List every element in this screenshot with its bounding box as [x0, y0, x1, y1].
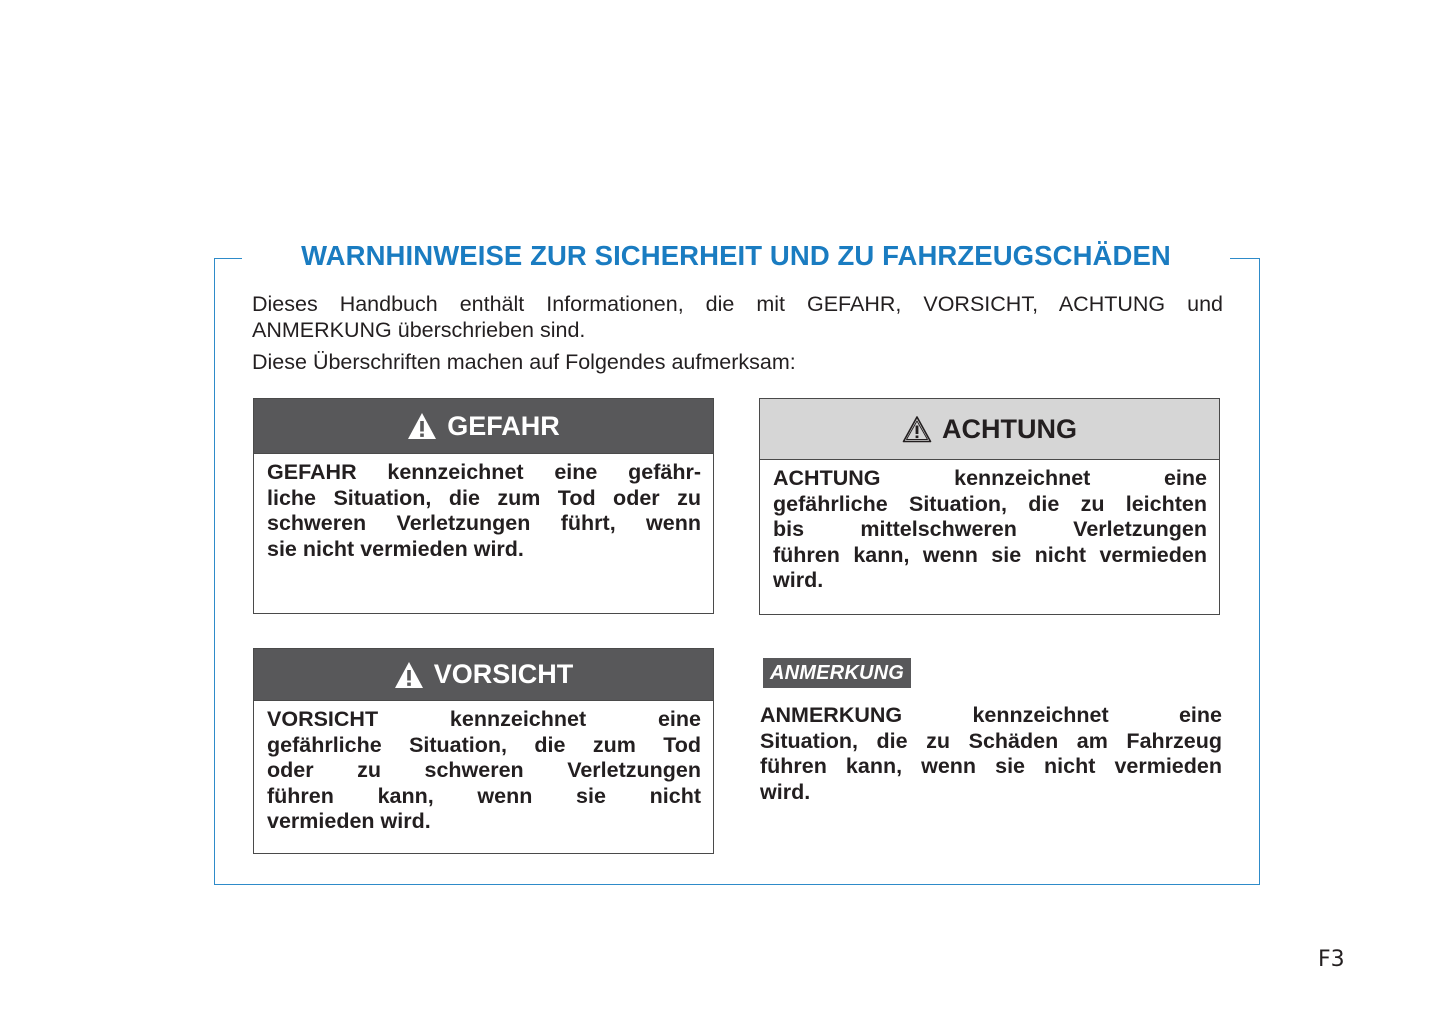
notice-heading-vorsicht: VORSICHT [433, 659, 574, 689]
warning-triangle-icon [394, 661, 424, 689]
notice-line: schweren Verletzungen führt, wenn [267, 511, 701, 535]
notice-line: VORSICHT kennzeichnet eine [267, 707, 701, 731]
notice-line: führen kann, wenn sie nicht vermieden [760, 754, 1222, 778]
notice-heading-gefahr: GEFAHR [447, 410, 560, 441]
notice-box-gefahr [253, 398, 714, 614]
notice-line: vermieden wird. [267, 809, 431, 833]
notice-line: bis mittelschweren Verletzungen [773, 517, 1207, 541]
intro-paragraph-1: Dieses Handbuch enthält Informationen, die mit GEFAHR, VORSICHT, ACHTUNG und ANMERKUNG überschrieben sind. [252, 292, 1223, 342]
notice-header-achtung [760, 399, 1219, 460]
warning-triangle-outline-icon [902, 415, 932, 443]
notice-line: gefährliche Situation, die zum Tod [267, 732, 701, 757]
notice-heading-achtung: ACHTUNG [942, 413, 1077, 444]
notice-line: führen kann, wenn sie nicht vermieden [773, 542, 1207, 567]
notice-line: Situation, die zu Schäden am Fahrzeug [760, 728, 1222, 753]
notice-box-achtung [759, 398, 1220, 615]
page-number: F3 [1318, 947, 1345, 972]
notice-line: führen kann, wenn sie nicht [267, 783, 701, 808]
notice-line: oder zu schweren Verletzungen [267, 758, 701, 782]
notice-text-vorsicht [254, 701, 713, 835]
intro-text [252, 291, 1223, 375]
notice-box-vorsicht [253, 648, 714, 854]
notice-label-anmerkung: ANMERKUNG [763, 658, 911, 688]
notice-line: sie nicht vermieden wird. [267, 536, 524, 561]
notice-text-achtung [760, 460, 1219, 594]
section-title: WARNHINWEISE ZUR SICHERHEIT UND ZU FAHRZEUGSCHÄDEN [242, 236, 1230, 276]
warning-triangle-icon [407, 412, 437, 440]
notice-line: GEFAHR kennzeichnet eine gefähr- [267, 460, 701, 484]
notice-line: gefährliche Situation, die zu leichten [773, 491, 1207, 516]
notice-line: wird. [773, 568, 824, 592]
notice-line: wird. [760, 779, 811, 804]
notice-header-vorsicht [254, 649, 713, 701]
notice-text-anmerkung [760, 703, 1222, 805]
intro-paragraph-2: Diese Überschriften machen auf Folgendes aufmerksam: [252, 350, 796, 374]
notice-line: ANMERKUNG kennzeichnet eine [760, 703, 1222, 727]
notice-line: liche Situation, die zum Tod oder zu [267, 485, 701, 510]
notice-line: ACHTUNG kennzeichnet eine [773, 466, 1207, 490]
notice-text-gefahr [254, 454, 713, 562]
notice-header-gefahr [254, 399, 713, 454]
